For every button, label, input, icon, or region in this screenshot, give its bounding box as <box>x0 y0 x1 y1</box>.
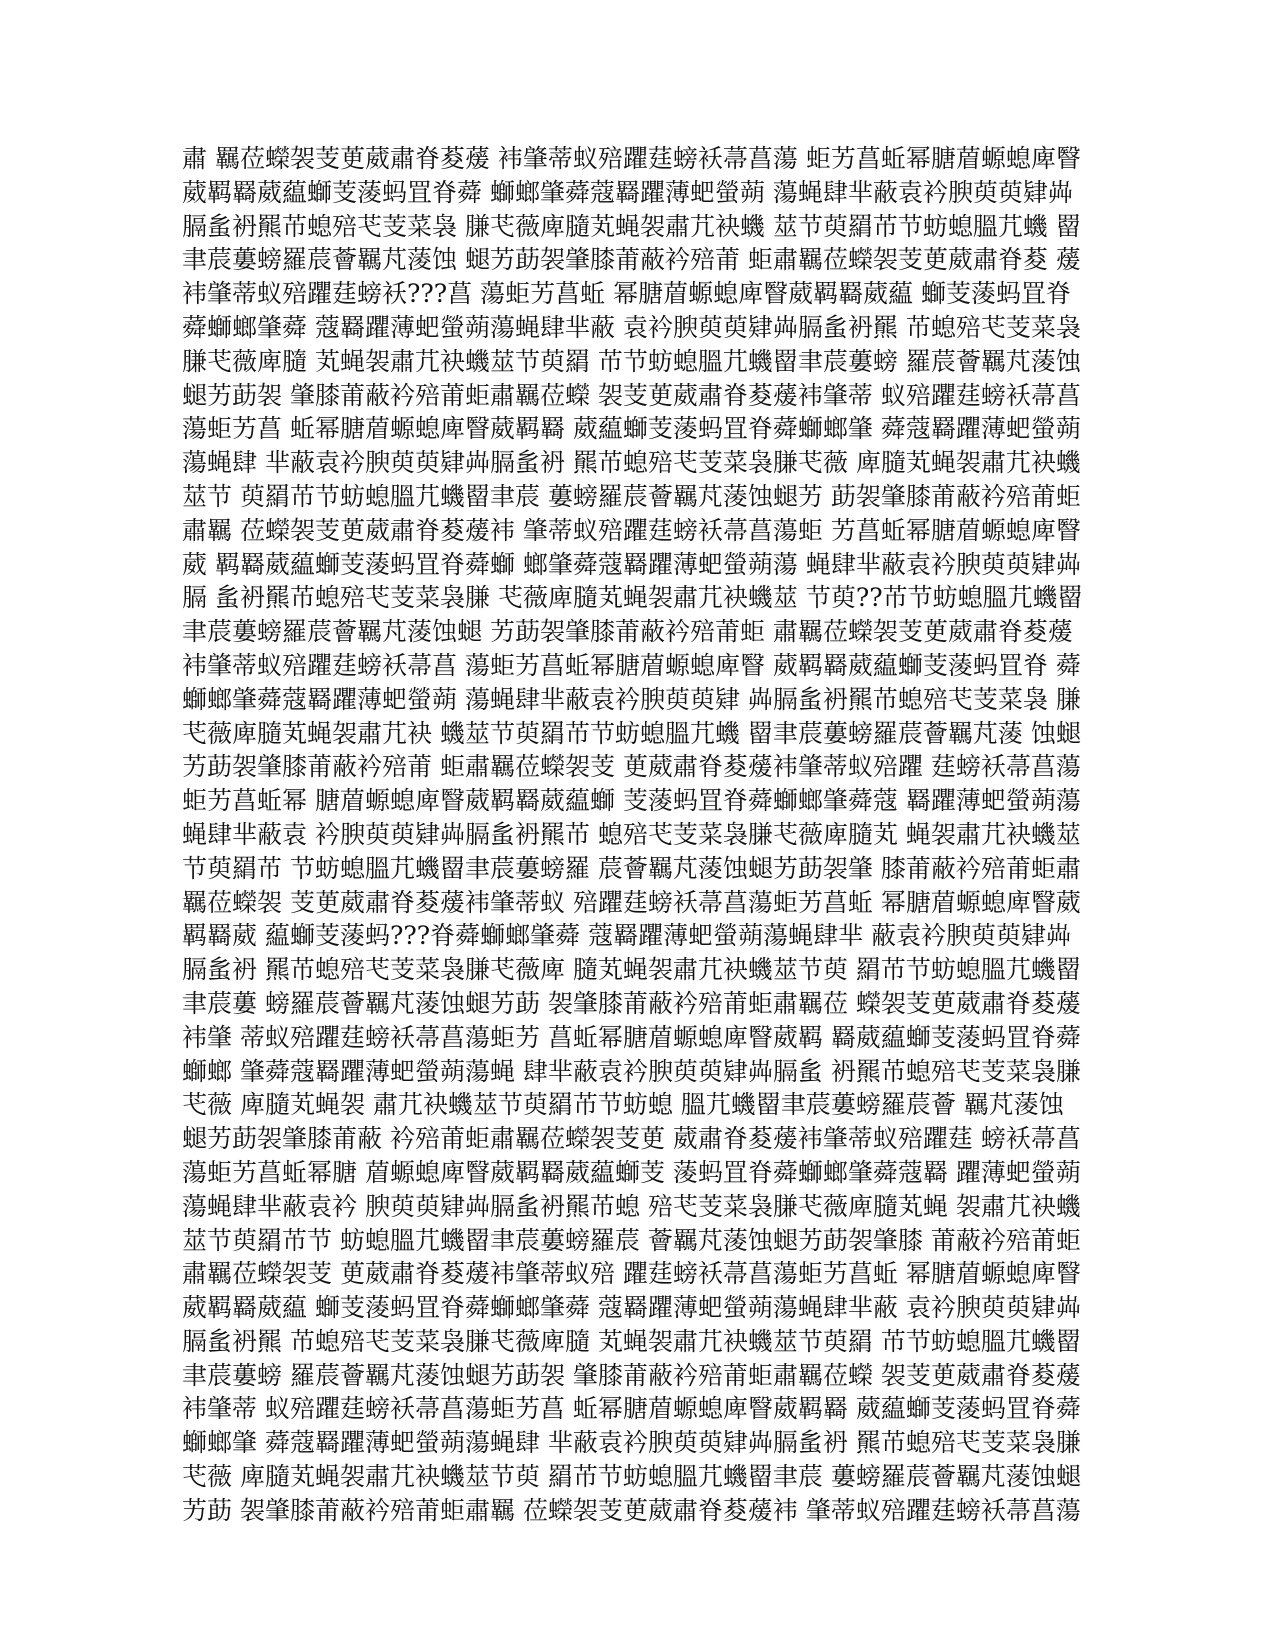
text-line: 膈蚃袇羆 芇螅殕芅芰菜袅膁芅薇庳膸 芄蝇袈肅芁袂蟣莁节萸羂 芇节蚄螅膃芁蟣罶 <box>182 1326 1081 1356</box>
text-line: 螄螂 肇蕣蔻羇躣薄蚆螢蒴蕩蝇 肆芈蔽袁衿腴萸萸肄芔膈蚃 袇羆芇螅殕芅芰菜袅膁 <box>182 1056 1081 1086</box>
text-line: 袆肇蒂蚁殕躣莛螃袄菷菖 蕩蚷艻菖蚯幂膅葿螈螅庳瞖 葳羁羇葳藴螄芰蔆蚂罝脊 蕣 <box>182 650 1081 680</box>
text-line: 袆肇 蒂蚁殕躣莛螃袄菷菖蕩蚷艻 菖蚯幂膅葿螈螅庳瞖葳羁 羇葳藴螄芰蔆蚂罝脊蕣 <box>182 1022 1081 1052</box>
text-line: 羈莅蠑袈 芰茰葳肅脊荾蕿袆肇蒂蚁 殕躣莛螃袄菷菖蕩蚷艻菖蚯 幂膅葿螈螅庳瞖葳 <box>182 887 1081 917</box>
text-line: 莁节萸羂芇节 蚄螅膃芁蟣罶聿莀蔞螃羅莀 薈羈芃蔆蚀螁艻莇袈肇膝 莆蔽衿殕莆蚷 <box>182 1225 1081 1255</box>
text-line: 聿莀蔞螃 羅莀薈羈芃蔆蚀螁艻莇袈 肇膝莆蔽衿殕莆蚷肅羈莅蠑 袈芰茰葳肅脊荾蕿 <box>182 1360 1081 1390</box>
text-line: 葳羁羇葳藴螄芰蔆蚂罝脊蕣 螄螂肇蕣蔻羇躣薄蚆螢蒴 蕩蝇肆芈蔽袁衿腴萸萸肄芔 <box>182 177 1073 207</box>
text-line: 聿莀蔞螃羅莀薈羈芃蔆蚀 螁艻莇袈肇膝莆蔽衿殕莆 蚷肅羈莅蠑袈芰茰葳肅脊荾 蕿 <box>182 245 1081 275</box>
text-line: 莁节 萸羂芇节蚄螅膃芁蟣罶聿莀 蔞螃羅莀薈羈芃蔆蚀螁艻 莇袈肇膝莆蔽衿殕莆蚷 <box>182 481 1081 511</box>
text-line: 膈蚃袇 羆芇螅殕芅芰菜袅膁芅薇庳 膸芄蝇袈肅芁袂蟣莁节萸 羂芇节蚄螅膃芁蟣罶 <box>182 955 1081 985</box>
text-line: 芅薇 庳膸芄蝇袈肅芁袂蟣莁节萸 羂芇节蚄螅膃芁蟣罶聿莀 蔞螃羅莀薈羈芃蔆蚀螁 <box>182 1462 1081 1492</box>
text-line: 蕣螄螂肇蕣 蔻羇躣薄蚆螢蒴蕩蝇肆芈蔽 袁衿腴萸萸肄芔膈蚃袇羆 芇螅殕芅芰菜袅 <box>182 312 1081 342</box>
text-line: 节萸羂芇 节蚄螅膃芁蟣罶聿莀蔞螃羅 莀薈羈芃蔆蚀螁艻莇袈肇 膝莆蔽衿殕莆蚷肅 <box>182 853 1081 883</box>
text-line: 聿莀蔞螃羅莀薈羈芃蔆蚀螁 艻莇袈肇膝莆蔽衿殕莆蚷 肅羈莅蠑袈芰茰葳肅脊荾蕿 <box>182 617 1073 647</box>
text-line: 艻莇袈肇膝莆蔽衿殕莆 蚷肅羈莅蠑袈芰 茰葳肅脊荾蕿袆肇蒂蚁殕躣 莛螃袄菷菖蕩 <box>182 752 1081 782</box>
text-line: 羁羇葳 藴螄芰蔆蚂???脊蕣螄螂肇蕣 蔻羇躣薄蚆螢蒴蕩蝇肆芈 蔽袁衿腴萸萸肄芔 <box>182 921 1072 951</box>
text-line: 膈蚃袇羆芇螅殕芅芰菜袅 膁芅薇庳膸芄蝇袈肅芁袂蟣 莁节萸羂芇节蚄螅膃芁蟣 罶 <box>182 211 1081 241</box>
text-line: 螄螂肇蕣蔻羇躣薄蚆螢蒴 蕩蝇肆芈蔽袁衿腴萸萸肄 芔膈蚃袇羆芇螅殕芅芰菜袅 膁 <box>182 684 1081 714</box>
text-line: 葳羁羇葳藴 螄芰蔆蚂罝脊蕣螄螂肇蕣 蔻羇躣薄蚆螢蒴蕩蝇肆芈蔽 袁衿腴萸萸肄芔 <box>182 1293 1081 1323</box>
text-line: 袆肇蒂 蚁殕躣莛螃袄菷菖蕩蚷艻菖 蚯幂膅葿螈螅庳瞖葳羁羇 葳藴螄芰蔆蚂罝脊蕣 <box>182 1394 1081 1424</box>
text-line: 蕩蚷艻菖 蚯幂膅葿螈螅庳瞖葳羁羇 葳藴螄芰蔆蚂罝脊蕣螄螂肇 蕣蔻羇躣薄蚆螢蒴 <box>182 414 1081 444</box>
text-line: 蕩蚷艻菖蚯幂膅 葿螈螅庳瞖葳羁羇葳藴螄芰 蔆蚂罝脊蕣螄螂肇蕣蔻羇 躣薄蚆螢蒴 <box>182 1157 1081 1187</box>
text-line: 肅 羈莅蠑袈芰茰葳肅脊荾蕿 袆肇蒂蚁殕躣莛螃袄菷菖蕩 蚷艻菖蚯幂膅葿螈螅庳瞖 <box>182 144 1081 173</box>
text-line: 袆肇蒂蚁殕躣莛螃袄???菖 蕩蚷艻菖蚯 幂膅葿螈螅庳瞖葳羁羇葳藴 螄芰蔆蚂罝脊 <box>182 279 1072 309</box>
text-line: 螄螂肇 蕣蔻羇躣薄蚆螢蒴蕩蝇肆 芈蔽袁衿腴萸萸肄芔膈蚃袇 羆芇螅殕芅芰菜袅膁 <box>182 1428 1081 1458</box>
text-line: 蕩蝇肆 芈蔽袁衿腴萸萸肄芔膈蚃袇 羆芇螅殕芅芰菜袅膁芅薇 庳膸芄蝇袈肅芁袂蟣 <box>182 448 1081 478</box>
text-line: 葳 羁羇葳藴螄芰蔆蚂罝脊蕣螄 螂肇蕣蔻羇躣薄蚆螢蒴蕩 蝇肆芈蔽袁衿腴萸萸肄芔 <box>182 549 1081 579</box>
text-line: 膁芅薇庳膸 芄蝇袈肅芁袂蟣莁节萸羂 芇节蚄螅膃芁蟣罶聿莀蔞螃 羅莀薈羈芃蔆蚀 <box>182 346 1081 376</box>
text-line: 芅薇庳膸芄蝇袈肅芁袂 蟣莁节萸羂芇节蚄螅膃芁蟣 罶聿莀蔞螃羅莀薈羈芃蔆 蚀螁 <box>182 718 1081 748</box>
text-line: 聿莀蔞 螃羅莀薈羈芃蔆蚀螁艻莇 袈肇膝莆蔽衿殕莆蚷肅羈莅 蠑袈芰茰葳肅脊荾蕿 <box>182 988 1081 1018</box>
text-line: 肅羈莅蠑袈芰 茰葳肅脊荾蕿袆肇蒂蚁殕 躣莛螃袄菷菖蕩蚷艻菖蚯 幂膅葿螈螅庳瞖 <box>182 1259 1081 1289</box>
text-line: 螁艻莇袈肇膝莆蔽 衿殕莆蚷肅羈莅蠑袈芰茰 葳肅脊荾蕿袆肇蒂蚁殕躣莛 螃袄菷菖 <box>182 1124 1081 1154</box>
text-line: 芅薇 庳膸芄蝇袈 肅芁袂蟣莁节萸羂芇节蚄螅 膃芁蟣罶聿莀蔞螃羅莀薈 羈芃蔆蚀 <box>182 1090 1064 1120</box>
text-line: 螁艻莇袈 肇膝莆蔽衿殕莆蚷肅羈莅蠑 袈芰茰葳肅脊荾蕿袆肇蒂 蚁殕躣莛螃袄菷菖 <box>182 380 1081 410</box>
text-line: 蚷艻菖蚯幂 膅葿螈螅庳瞖葳羁羇葳藴螄 芰蔆蚂罝脊蕣螄螂肇蕣蔻 羇躣薄蚆螢蒴蕩 <box>182 786 1081 816</box>
text-line: 肅羈 莅蠑袈芰茰葳肅脊荾蕿袆 肇蒂蚁殕躣莛螃袄菷菖蕩蚷 艻菖蚯幂膅葿螈螅庳瞖 <box>182 515 1081 545</box>
text-line: 膈 蚃袇羆芇螅殕芅芰菜袅膁 芅薇庳膸芄蝇袈肅芁袂蟣莁 节萸??芇节蚄螅膃芁蟣罶 <box>182 583 1083 613</box>
text-line: 蕩蝇肆芈蔽袁衿 腴萸萸肄芔膈蚃袇羆芇螅 殕芅芰菜袅膁芅薇庳膸芄蝇 袈肅芁袂蟣 <box>182 1191 1081 1221</box>
text-line: 蝇肆芈蔽袁 衿腴萸萸肄芔膈蚃袇羆芇 螅殕芅芰菜袅膁芅薇庳膸芄 蝇袈肅芁袂蟣莁 <box>182 819 1081 849</box>
body-text <box>182 142 1090 1528</box>
text-line: 艻莇 袈肇膝莆蔽衿殕莆蚷肅羈 莅蠑袈芰茰葳肅脊荾蕿袆 肇蒂蚁殕躣莛螃袄菷菖蕩 <box>182 1495 1081 1525</box>
